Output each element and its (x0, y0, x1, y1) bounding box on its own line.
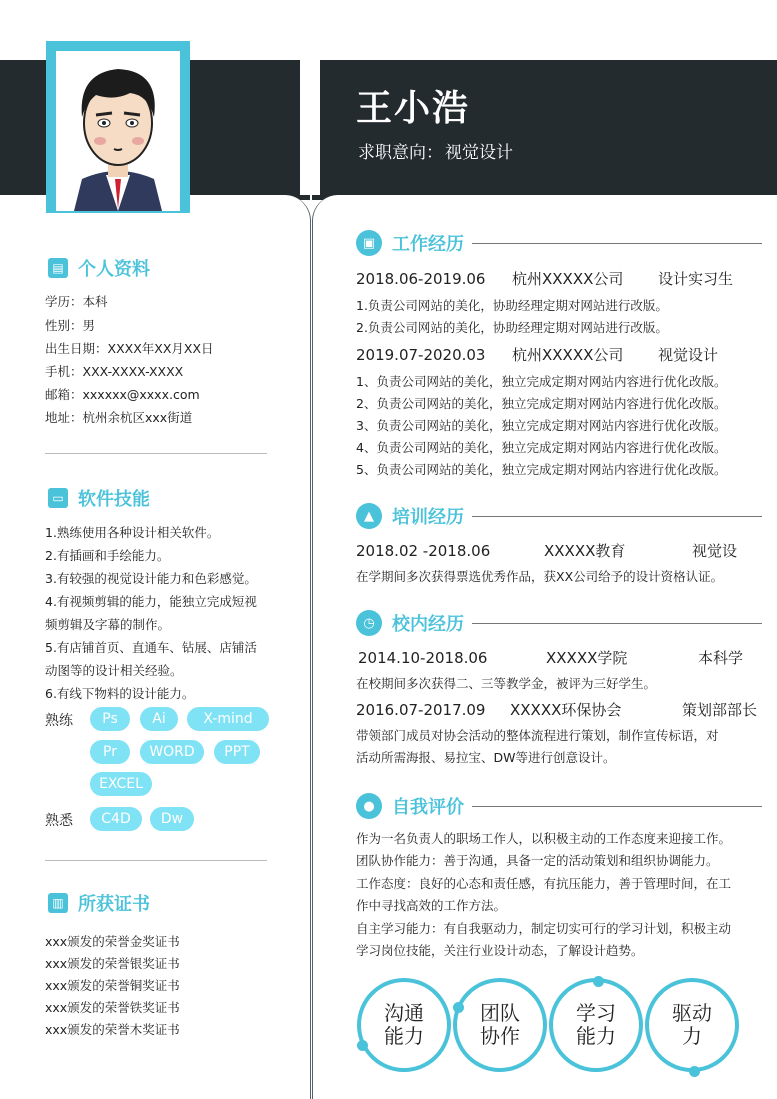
campus-detail: 带领部门成员对协会活动的整体流程进行策划，制作宣传标语，对 (356, 728, 719, 743)
campus-section-title (356, 610, 464, 636)
circle-dot (593, 976, 604, 987)
familiar-label: 熟悉 (45, 813, 73, 829)
proficient-label: 熟练 (45, 713, 73, 729)
training-date: 2018.02 -2018.06 (356, 542, 491, 560)
job-intent (356, 138, 513, 163)
job-intent-label: 求职意向： (358, 143, 443, 163)
skills-title-text: 软件技能 (78, 489, 150, 510)
training-row (356, 540, 737, 561)
job-detail: 5、负责公司网站的美化，独立完成定期对网站内容进行优化改版。 (356, 462, 727, 477)
skill-line: 3.有较强的视觉设计能力和色彩感觉。 (45, 571, 257, 586)
trait-circle (549, 978, 643, 1072)
skill-pill: Pr (90, 740, 130, 764)
work-section-title (356, 230, 464, 256)
training-title-text: 培训经历 (392, 507, 464, 528)
divider (45, 860, 267, 861)
profile-birthdate: 出生日期：XXXX年XX月XX日 (45, 341, 214, 356)
section-rule (472, 806, 762, 807)
cert-item: xxx颁发的荣誉金奖证书 (45, 934, 180, 949)
job-date: 2018.06-2019.06 (356, 270, 486, 288)
skill-line: 5.有店铺首页、直通车、钻展、店铺活 (45, 640, 257, 655)
cert-item: xxx颁发的荣誉铁奖证书 (45, 1000, 180, 1015)
book-icon: ▥ (48, 893, 68, 913)
profile-address: 地址：杭州余杭区xxx街道 (45, 410, 193, 425)
self-section-title (356, 793, 464, 819)
self-line: 作为一名负责人的职场工作人，以积极主动的工作态度来迎接工作。 (356, 831, 732, 846)
graduation-cap-icon: ▲ (356, 503, 382, 529)
campus-detail: 在校期间多次获得二、三等教学金，被评为三好学生。 (356, 676, 657, 691)
job-row (356, 268, 733, 289)
self-line: 学习岗位技能，关注行业设计动态，了解设计趋势。 (356, 943, 644, 958)
column-gap (300, 60, 320, 195)
certs-title-text: 所获证书 (78, 894, 150, 915)
circle-dot (357, 1040, 368, 1051)
skill-line: 4.有视频剪辑的能力，能独立完成短视 (45, 594, 257, 609)
campus-date: 2014.10-2018.06 (358, 649, 488, 667)
training-section-title (356, 503, 464, 529)
skill-pill: WORD (140, 740, 204, 764)
skill-pill: Dw (150, 807, 194, 831)
certs-section-title (48, 890, 150, 916)
cert-item: xxx颁发的荣誉铜奖证书 (45, 978, 180, 993)
clock-icon: ◷ (356, 610, 382, 636)
cert-item: xxx颁发的荣誉银奖证书 (45, 956, 180, 971)
skill-pill: Ai (140, 707, 178, 731)
job-detail: 1、负责公司网站的美化，独立完成定期对网站内容进行优化改版。 (356, 374, 727, 389)
campus-row (356, 699, 757, 720)
campus-date: 2016.07-2017.09 (356, 701, 486, 719)
section-rule (472, 623, 762, 624)
campus-org: XXXXX学院 (546, 649, 628, 667)
training-detail: 在学期间多次获得票选优秀作品，获XX公司给予的设计资格认证。 (356, 569, 724, 584)
job-date: 2019.07-2020.03 (356, 346, 486, 364)
skills-section-title (48, 485, 150, 511)
trait-circle (645, 978, 739, 1072)
skill-line: 动图等的设计相关经验。 (45, 663, 183, 678)
job-detail: 2、负责公司网站的美化，独立完成定期对网站内容进行优化改版。 (356, 396, 727, 411)
trait-circle (453, 978, 547, 1072)
skill-pill: X-mind (187, 707, 269, 731)
self-title-text: 自我评价 (392, 797, 464, 818)
skill-line: 2.有插画和手绘能力。 (45, 548, 170, 563)
job-detail: 4、负责公司网站的美化，独立完成定期对网站内容进行优化改版。 (356, 440, 727, 455)
skill-line: 6.有线下物料的设计能力。 (45, 686, 195, 701)
skill-line: 1.熟练使用各种设计相关软件。 (45, 525, 220, 540)
job-detail: 2.负责公司网站的美化，协助经理定期对网站进行改版。 (356, 320, 668, 335)
candidate-name: 王小浩 (356, 88, 471, 129)
job-role: 视觉设计 (658, 346, 719, 364)
campus-title-text: 校内经历 (392, 614, 464, 635)
skill-pill: Ps (90, 707, 130, 731)
self-line: 自主学习能力：有自我驱动力，制定切实可行的学习计划，积极主动 (356, 921, 732, 936)
profile-education: 学历：本科 (45, 294, 108, 309)
section-rule (472, 243, 762, 244)
campus-row (358, 647, 743, 668)
job-role: 设计实习生 (658, 270, 734, 288)
section-rule (472, 516, 762, 517)
briefcase-icon: ▣ (356, 230, 382, 256)
divider (45, 453, 267, 454)
campus-org: XXXXX环保协会 (510, 701, 622, 719)
job-company: 杭州XXXXX公司 (512, 346, 624, 364)
skill-pill: C4D (90, 807, 142, 831)
self-line: 工作态度：良好的心态和责任感，有抗压能力，善于管理时间，在工 (356, 876, 732, 891)
trait-circle-text: 沟通 能力 (384, 1001, 424, 1048)
profile-section-title (48, 255, 150, 281)
trait-circle (357, 978, 451, 1072)
skill-pill: EXCEL (90, 772, 152, 796)
job-intent-value: 视觉设计 (445, 143, 513, 163)
cert-item: xxx颁发的荣誉木奖证书 (45, 1022, 180, 1037)
profile-email: 邮箱：xxxxxx@xxxx.com (45, 387, 200, 402)
campus-role: 策划部部长 (682, 701, 758, 719)
profile-gender: 性别：男 (45, 318, 96, 333)
skill-line: 频剪辑及字幕的制作。 (45, 617, 171, 632)
trait-circle-text: 学习 能力 (576, 1001, 616, 1048)
trait-circle-text: 驱动 力 (672, 1001, 712, 1048)
self-line: 作中寻找高效的工作方法。 (356, 898, 507, 913)
job-row (356, 344, 718, 365)
job-company: 杭州XXXXX公司 (512, 270, 624, 288)
job-detail: 1.负责公司网站的美化，协助经理定期对网站进行改版。 (356, 298, 668, 313)
avatar (56, 51, 180, 211)
person-icon: ● (356, 793, 382, 819)
circle-dot (689, 1066, 700, 1077)
trait-circle-text: 团队 协作 (480, 1001, 520, 1048)
monitor-icon: ▭ (48, 488, 68, 508)
job-detail: 3、负责公司网站的美化，独立完成定期对网站内容进行优化改版。 (356, 418, 727, 433)
campus-detail: 活动所需海报、易拉宝、DW等进行创意设计。 (356, 750, 616, 765)
profile-title-text: 个人资料 (78, 259, 150, 280)
training-role: 视觉设 (692, 542, 738, 560)
training-org: XXXXX教育 (544, 542, 626, 560)
circle-dot (453, 1002, 464, 1013)
skill-pill: PPT (214, 740, 260, 764)
work-title-text: 工作经历 (392, 234, 464, 255)
profile-phone: 手机：XXX-XXXX-XXXX (45, 364, 184, 379)
self-line: 团队协作能力：善于沟通，具备一定的活动策划和组织协调能力。 (356, 853, 719, 868)
id-card-icon: ▤ (48, 258, 68, 278)
campus-role: 本科学 (698, 649, 744, 667)
